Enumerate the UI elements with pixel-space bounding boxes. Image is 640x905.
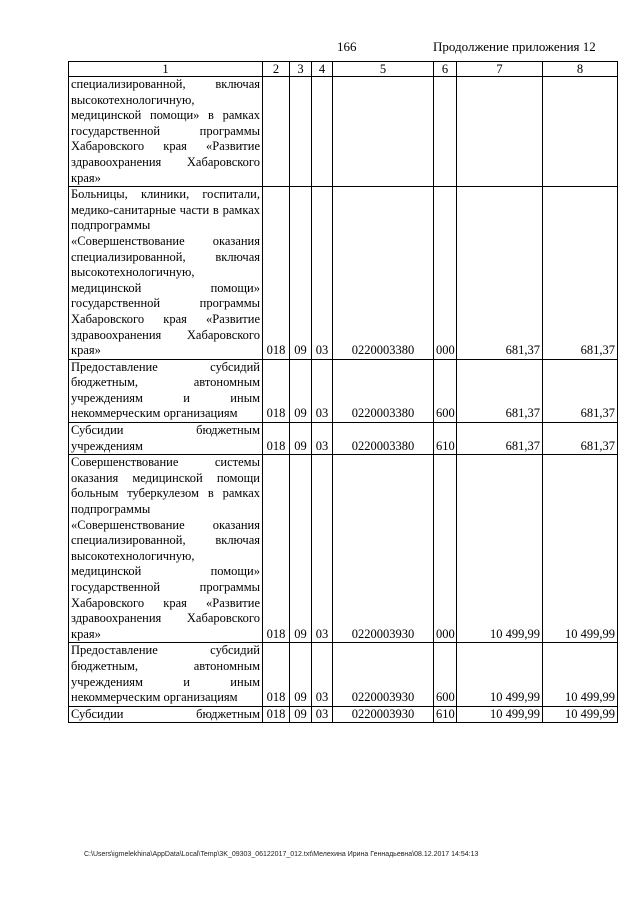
amount-col7: 10 499,99 — [457, 643, 543, 706]
section-code: 09 — [290, 423, 312, 455]
column-header-3: 3 — [290, 62, 312, 77]
section-code: 09 — [290, 187, 312, 360]
expense-type-code: 000 — [434, 455, 457, 643]
ministry-code: 018 — [263, 643, 290, 706]
expense-type-code — [434, 77, 457, 187]
amount-col8: 10 499,99 — [543, 643, 618, 706]
subsection-code: 03 — [312, 423, 333, 455]
expense-type-code: 600 — [434, 643, 457, 706]
expense-type-code: 610 — [434, 706, 457, 723]
column-header-1: 1 — [69, 62, 263, 77]
subsection-code: 03 — [312, 187, 333, 360]
file-path-footer: C:\Users\igmelekhina\AppData\Local\Temp\3K_09303_06122017_012.txt\Мелехина Ирина Геннадьевна\08.12.2017 14:54:13 — [84, 851, 479, 858]
row-name: Больницы, клиники, госпитали, медико-санитарные части в рамках подпрограммы «Совершенствование оказания специализированной, включая высокотехнологичную, медицинской помощи» государственной программы Хабаровского края «Развитие здравоохранения Хабаровского края» — [69, 187, 263, 360]
row-name: Совершенствование системы оказания медицинской помощи больным туберкулезом в рамках подпрограммы «Совершенствование оказания специализированной, включая высокотехнологичную, медицинской помощи» государственной программы Хабаровского края «Развитие здравоохранения Хабаровского края» — [69, 455, 263, 643]
table-row — [69, 359, 618, 422]
column-header-6: 6 — [434, 62, 457, 77]
ministry-code: 018 — [263, 706, 290, 723]
subsection-code — [312, 77, 333, 187]
amount-col8 — [543, 77, 618, 187]
subsection-code: 03 — [312, 455, 333, 643]
expense-type-code: 000 — [434, 187, 457, 360]
table-row — [69, 706, 618, 723]
table-row — [69, 187, 618, 360]
ministry-code: 018 — [263, 187, 290, 360]
amount-col7: 681,37 — [457, 423, 543, 455]
subsection-code: 03 — [312, 643, 333, 706]
expense-type-code: 600 — [434, 359, 457, 422]
budget-table — [68, 61, 618, 723]
amount-col8: 681,37 — [543, 423, 618, 455]
section-code: 09 — [290, 643, 312, 706]
target-article-code: 0220003380 — [333, 187, 434, 360]
amount-col7: 10 499,99 — [457, 455, 543, 643]
section-code: 09 — [290, 359, 312, 422]
ministry-code: 018 — [263, 423, 290, 455]
row-name: специализированной, включая высокотехнологичную, медицинской помощи» в рамках государственной программы Хабаровского края «Развитие здравоохранения Хабаровского края» — [69, 77, 263, 187]
row-name: Субсидии бюджетным — [69, 706, 263, 723]
ministry-code: 018 — [263, 455, 290, 643]
subsection-code: 03 — [312, 359, 333, 422]
amount-col8: 10 499,99 — [543, 706, 618, 723]
column-header-5: 5 — [333, 62, 434, 77]
continuation-label: Продолжение приложения 12 — [433, 39, 596, 54]
table-row — [69, 423, 618, 455]
row-name: Субсидии бюджетным учреждениям — [69, 423, 263, 455]
subsection-code: 03 — [312, 706, 333, 723]
ministry-code: 018 — [263, 359, 290, 422]
amount-col7 — [457, 77, 543, 187]
amount-col7: 10 499,99 — [457, 706, 543, 723]
target-article-code: 0220003380 — [333, 359, 434, 422]
amount-col7: 681,37 — [457, 359, 543, 422]
expense-type-code: 610 — [434, 423, 457, 455]
row-name: Предоставление субсидий бюджетным, автономным учреждениям и иным некоммерческим организациям — [69, 643, 263, 706]
section-code: 09 — [290, 706, 312, 723]
amount-col8: 681,37 — [543, 187, 618, 360]
target-article-code: 0220003930 — [333, 706, 434, 723]
amount-col8: 681,37 — [543, 359, 618, 422]
amount-col7: 681,37 — [457, 187, 543, 360]
section-code: 09 — [290, 455, 312, 643]
column-header-8: 8 — [543, 62, 618, 77]
row-name: Предоставление субсидий бюджетным, автономным учреждениям и иным некоммерческим организациям — [69, 359, 263, 422]
column-header-7: 7 — [457, 62, 543, 77]
section-code — [290, 77, 312, 187]
table-row — [69, 643, 618, 706]
page-number: 166 — [337, 39, 357, 54]
table-row — [69, 77, 618, 187]
amount-col8: 10 499,99 — [543, 455, 618, 643]
target-article-code — [333, 77, 434, 187]
table-row — [69, 455, 618, 643]
header-row — [69, 62, 618, 77]
target-article-code: 0220003930 — [333, 643, 434, 706]
column-header-2: 2 — [263, 62, 290, 77]
ministry-code — [263, 77, 290, 187]
target-article-code: 0220003930 — [333, 455, 434, 643]
column-header-4: 4 — [312, 62, 333, 77]
target-article-code: 0220003380 — [333, 423, 434, 455]
